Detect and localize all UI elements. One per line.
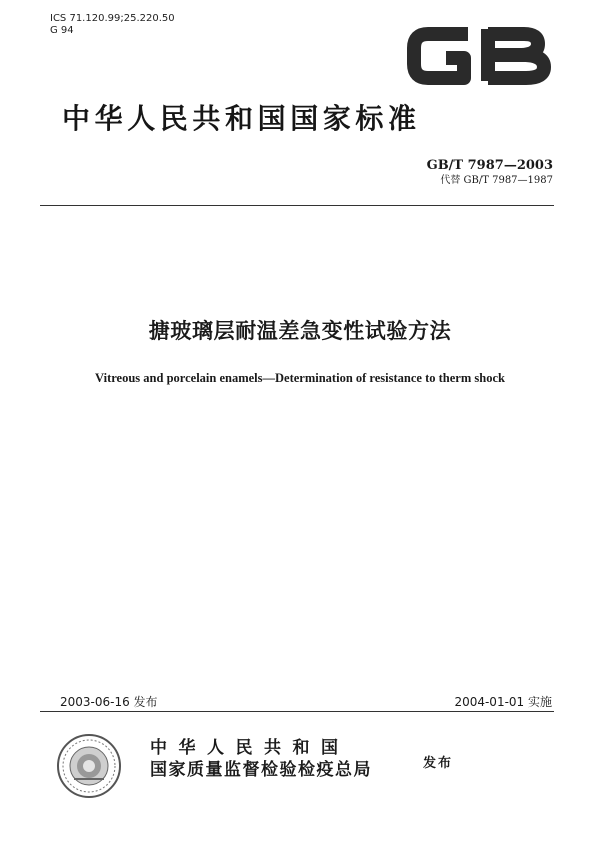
publisher-line-1: 中华人民共和国 (150, 738, 350, 758)
ics-code: ICS 71.120.99;25.220.50 (50, 13, 175, 24)
bottom-divider (40, 711, 554, 712)
publisher-line-2: 国家质量监督检验检疫总局 (150, 760, 372, 780)
gb-logo-icon (404, 22, 554, 88)
standard-code: GB/T 7987—2003 (426, 158, 553, 173)
document-title-chinese: 搪玻璃层耐温差急变性试验方法 (148, 319, 452, 343)
issue-date: 2003-06-16 发布 (60, 695, 158, 709)
top-divider (40, 205, 554, 206)
effective-date: 2004-01-01 实施 (454, 695, 552, 709)
official-seal-icon (56, 733, 122, 799)
replaces-code: 代替 GB/T 7987—1987 (440, 175, 553, 186)
document-title-english: Vitreous and porcelain enamels—Determination of resistance to therm shock (95, 371, 505, 385)
classification-code: G 94 (50, 25, 74, 36)
ics-code-block (50, 13, 175, 37)
standard-title: 中华人民共和国国家标准 (62, 102, 421, 135)
publisher-block (150, 737, 372, 781)
standard-code-block (427, 158, 553, 187)
publish-label: 发布 (423, 756, 454, 771)
